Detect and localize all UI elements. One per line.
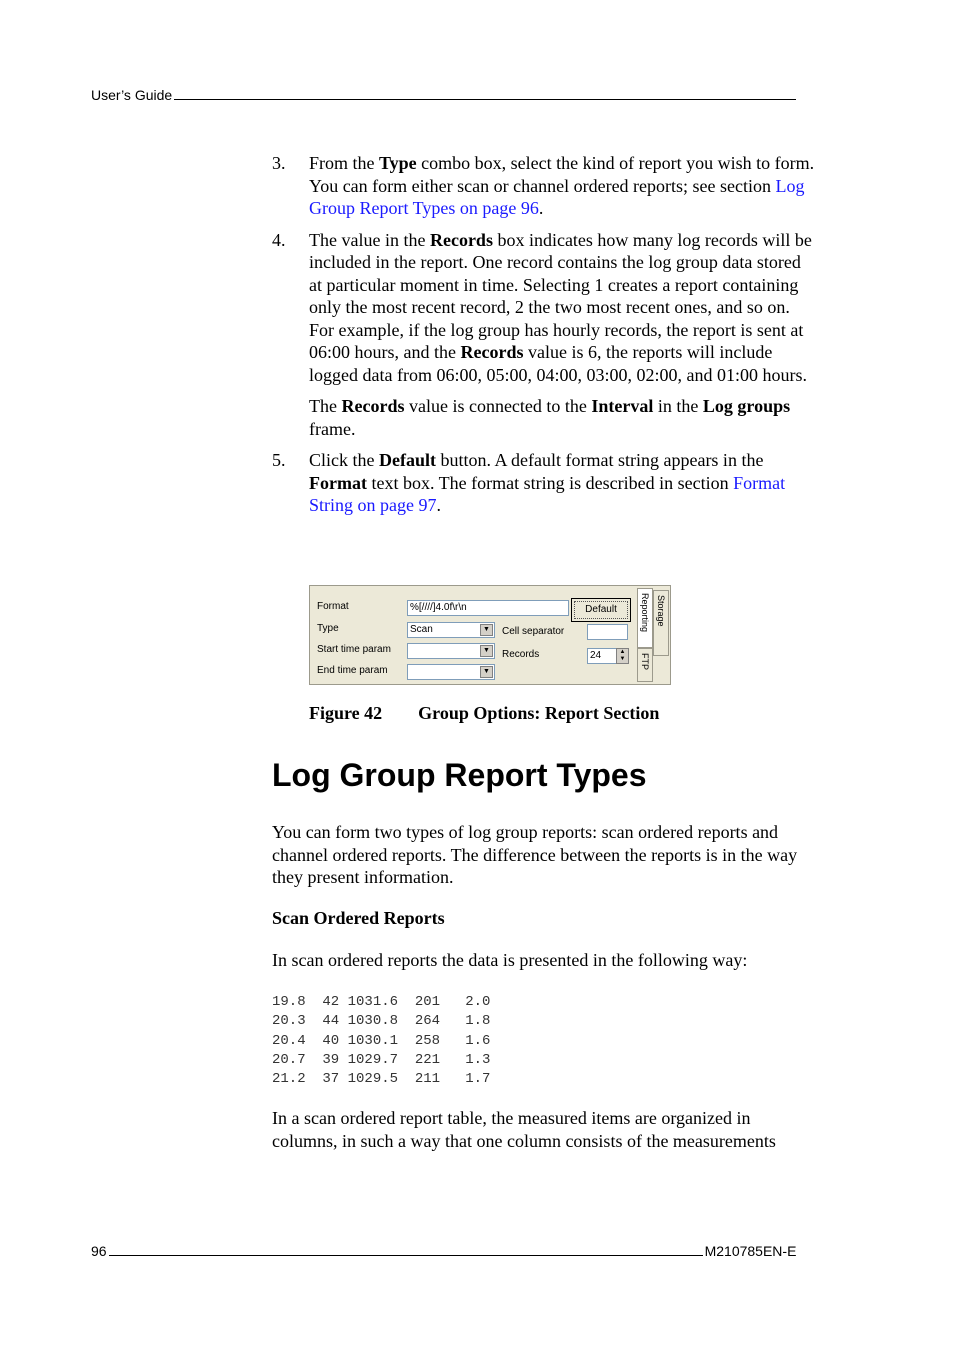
section-title: Log Group Report Types (272, 757, 647, 793)
document-id: M210785EN-E (704, 1243, 797, 1259)
report-section-screenshot (309, 585, 671, 685)
records-field[interactable]: 24 (587, 648, 617, 664)
cross-reference-link[interactable]: Format String on page 97 (309, 472, 786, 515)
start-time-label: Start time param (317, 644, 391, 655)
figure-number: Figure 42 (309, 703, 383, 723)
format-label: Format (317, 601, 349, 612)
step-number: 5. (272, 450, 286, 470)
header-title: User’s Guide (91, 87, 173, 103)
end-time-select[interactable] (407, 664, 495, 680)
footer-rule (109, 1243, 703, 1256)
start-time-select[interactable] (407, 643, 495, 659)
figure-caption (309, 703, 659, 724)
steps-list (272, 152, 818, 526)
tab-storage[interactable]: Storage (653, 590, 669, 656)
step-item: 3. From the Type combo box, select the kind of report you wish to form. You can form either scan or channel ordered reports; see section Log Group Report Types on page 96. (272, 153, 815, 218)
step-item: 4. The value in the Records box indicates how many log records will be included in the report. One record contains the log group data stored at particular moment in time. Selecting 1 creates a report containing only the most recent record, 2 the two most recent ones, and so on. For example, if the log group has hourly records, the report is sent at 06:00 hours, and the Records value is 6, the reports will include logged data from 06:00, 05:00, 04:00, 03:00, 02:00, and 01:00 hours. (272, 229, 812, 385)
default-button[interactable]: Default (571, 598, 631, 622)
page-number: 96 (91, 1243, 107, 1259)
step-item: 5. Click the Default button. A default format string appears in the Format text box. The format string is described in section Format String on page 97. (272, 450, 786, 515)
subheading: Scan Ordered Reports (272, 908, 445, 928)
records-spinner[interactable]: ▲ ▼ (616, 648, 629, 664)
section-closing: In a scan ordered report table, the measured items are organized in columns, in such a way that one column consists of the measurements (272, 1108, 776, 1151)
section-lead: In scan ordered reports the data is presented in the following way: (272, 950, 748, 970)
header-rule (174, 87, 796, 100)
type-select[interactable]: Scan ▼ (407, 622, 495, 638)
tab-ftp[interactable]: FTP (637, 648, 653, 682)
chevron-down-icon: ▼ (480, 645, 493, 657)
sample-report: 19.8 42 1031.6 201 2.0 20.3 44 1030.8 264 1.8 20.4 40 1030.1 258 1.6 20.7 39 1029.7 221 1.3 21.2 37 1029.5 211 1.7 (272, 994, 491, 1088)
records-label: Records (502, 649, 540, 660)
type-label: Type (317, 623, 339, 634)
step-number: 4. (272, 229, 286, 250)
step-note: The Records value is connected to the Interval in the Log groups frame. (309, 396, 791, 439)
chevron-down-icon: ▼ (480, 624, 493, 636)
end-time-label: End time param (317, 665, 388, 676)
cell-separator-label: Cell separator (502, 626, 565, 637)
section-intro: You can form two types of log group reports: scan ordered reports and channel ordered reports. The difference between the reports is in the way they present information. (272, 822, 798, 887)
cell-separator-field[interactable] (587, 624, 628, 640)
chevron-down-icon: ▼ (480, 666, 493, 678)
step-number: 3. (272, 153, 286, 173)
page-header (91, 87, 796, 103)
page-footer (91, 1243, 818, 1259)
cross-reference-link[interactable]: Log Group Report Types on page 96 (309, 175, 805, 218)
format-field[interactable]: %[////]4.0f\r\n (407, 600, 569, 616)
tab-reporting[interactable]: Reporting (637, 588, 653, 648)
figure-title: Group Options: Report Section (418, 703, 660, 723)
